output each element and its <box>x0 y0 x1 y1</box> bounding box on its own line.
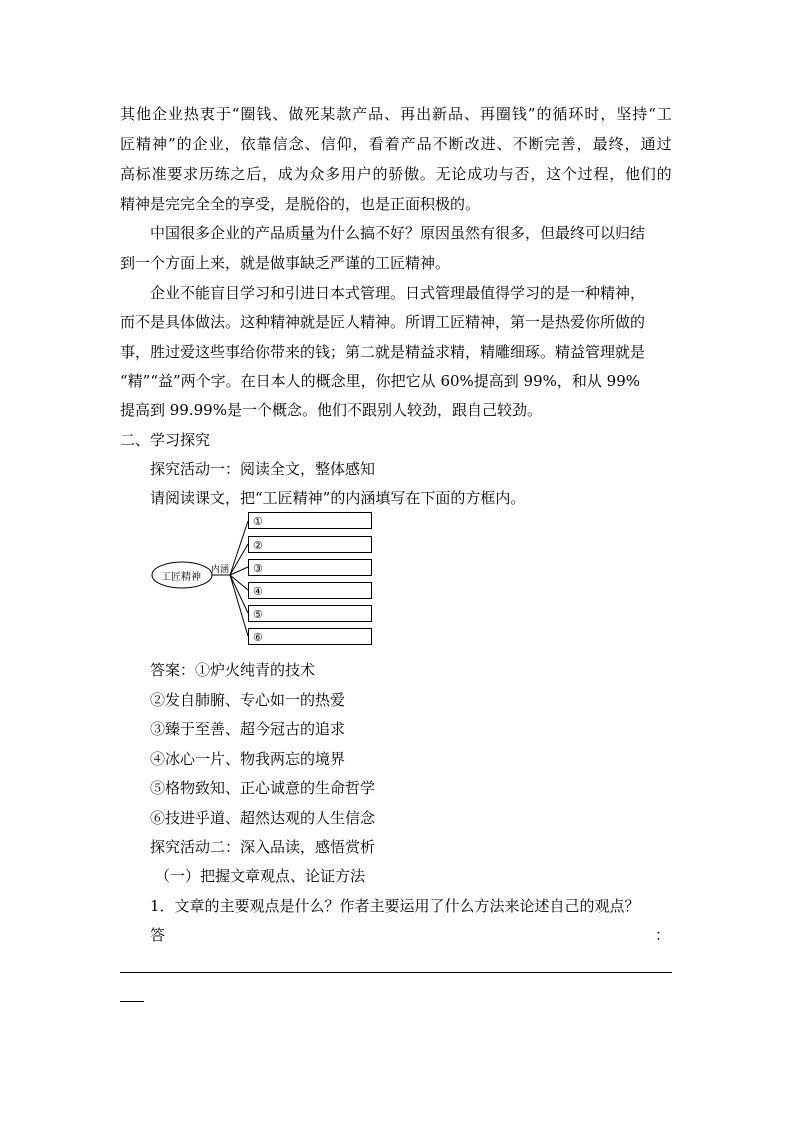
paragraph1-line-1: 其 他 企 业 热 衷 于 “ 圈 钱 、 做 死 某 款 产 品 、 再 出 新 品 、 再 圈 钱 ” 的 循 环 时 ， 坚 持 “ 工 <box>120 105 672 123</box>
diagram-center-label: 工匠精神 <box>161 572 201 583</box>
paragraph3-line-2: 而不是具体做法。这种精神就是匠人精神。所谓工匠精神，第一是热爱你所做的 <box>120 313 646 331</box>
answer-blank-line-short <box>120 1001 144 1002</box>
answer-line-1: 答案：①炉火纯青的技术 <box>150 661 316 679</box>
answer-line-6: ⑥技进乎道、超然达观的人生信念 <box>150 809 376 827</box>
question-1: 1．文章的主要观点是什么？作者主要运用了什么方法来论述自己的观点？ <box>150 897 640 915</box>
activity1-prompt: 请阅读课文，把“工匠精神”的内涵填写在下面的方框内。 <box>150 489 526 507</box>
paragraph3-line-5: 提高到 99.99%是一个概念。他们不跟别人较劲，跟自己较劲。 <box>120 401 542 419</box>
diagram-connector-label: 内涵 <box>211 565 230 575</box>
paragraph2-line-1: 中国很多企业的产品质量为什么搞不好？原因虽然有很多，但最终可以归结 <box>150 224 646 242</box>
diagram-box-4: ④ <box>248 582 372 599</box>
answer-prefix: 答 <box>150 926 166 944</box>
paragraph1-line-2: 匠 精 神 ” 的 企 业 ， 依 靠 信 念 、 信 仰 ， 看 着 产 品 不 断 改 进 、 不 断 完 善 ， 最 终 ， 通 过 <box>120 135 672 153</box>
answer-line-4: ④冰心一片、物我两忘的境界 <box>150 750 346 768</box>
paragraph3-line-4: “精”“益”两个字。在日本人的概念里，你把它从 60%提高到 99%，和从 99% <box>120 372 641 390</box>
answer-line-3: ③臻于至善、超今冠古的追求 <box>150 720 346 738</box>
paragraph2-line-2: 到一个方面上来，就是做事缺乏严谨的工匠精神。 <box>120 254 451 272</box>
paragraph1-line-4: 精神是完完全全的享受，是脱俗的，也是正面积极的。 <box>120 195 481 213</box>
sub-heading: （一）把握文章观点、论证方法 <box>155 867 366 885</box>
answer-colon: ： <box>655 926 671 944</box>
paragraph3-line-3: 事，胜过爱这些事给你带来的钱；第二就是精益求精，精雕细琢。精益管理就是 <box>120 343 646 361</box>
diagram-box-2: ② <box>248 536 372 553</box>
answer-line-5: ⑤格物致知、正心诚意的生命哲学 <box>150 779 376 797</box>
section-heading: 二、学习探究 <box>120 431 211 449</box>
diagram-box-5: ⑤ <box>248 605 372 622</box>
activity2-title: 探究活动二：深入品读，感悟赏析 <box>150 838 376 856</box>
diagram-box-1: ① <box>248 512 372 529</box>
activity1-title: 探究活动一：阅读全文，整体感知 <box>150 460 376 478</box>
answer-line-2: ②发自肺腑、专心如一的热爱 <box>150 691 346 709</box>
connotation-diagram <box>150 510 380 650</box>
diagram-box-3: ③ <box>248 559 372 576</box>
paragraph1-line-3: 高 标 准 要 求 历 练 之 后 ， 成 为 众 多 用 户 的 骄 傲 。 无 论 成 功 与 否 ， 这 个 过 程 ， 他 们 的 <box>120 165 672 183</box>
diagram-box-6: ⑥ <box>248 628 372 645</box>
answer-blank-line <box>120 972 672 973</box>
paragraph3-line-1: 企业不能盲目学习和引进日本式管理。日式管理最值得学习的是一种精神， <box>150 284 646 302</box>
